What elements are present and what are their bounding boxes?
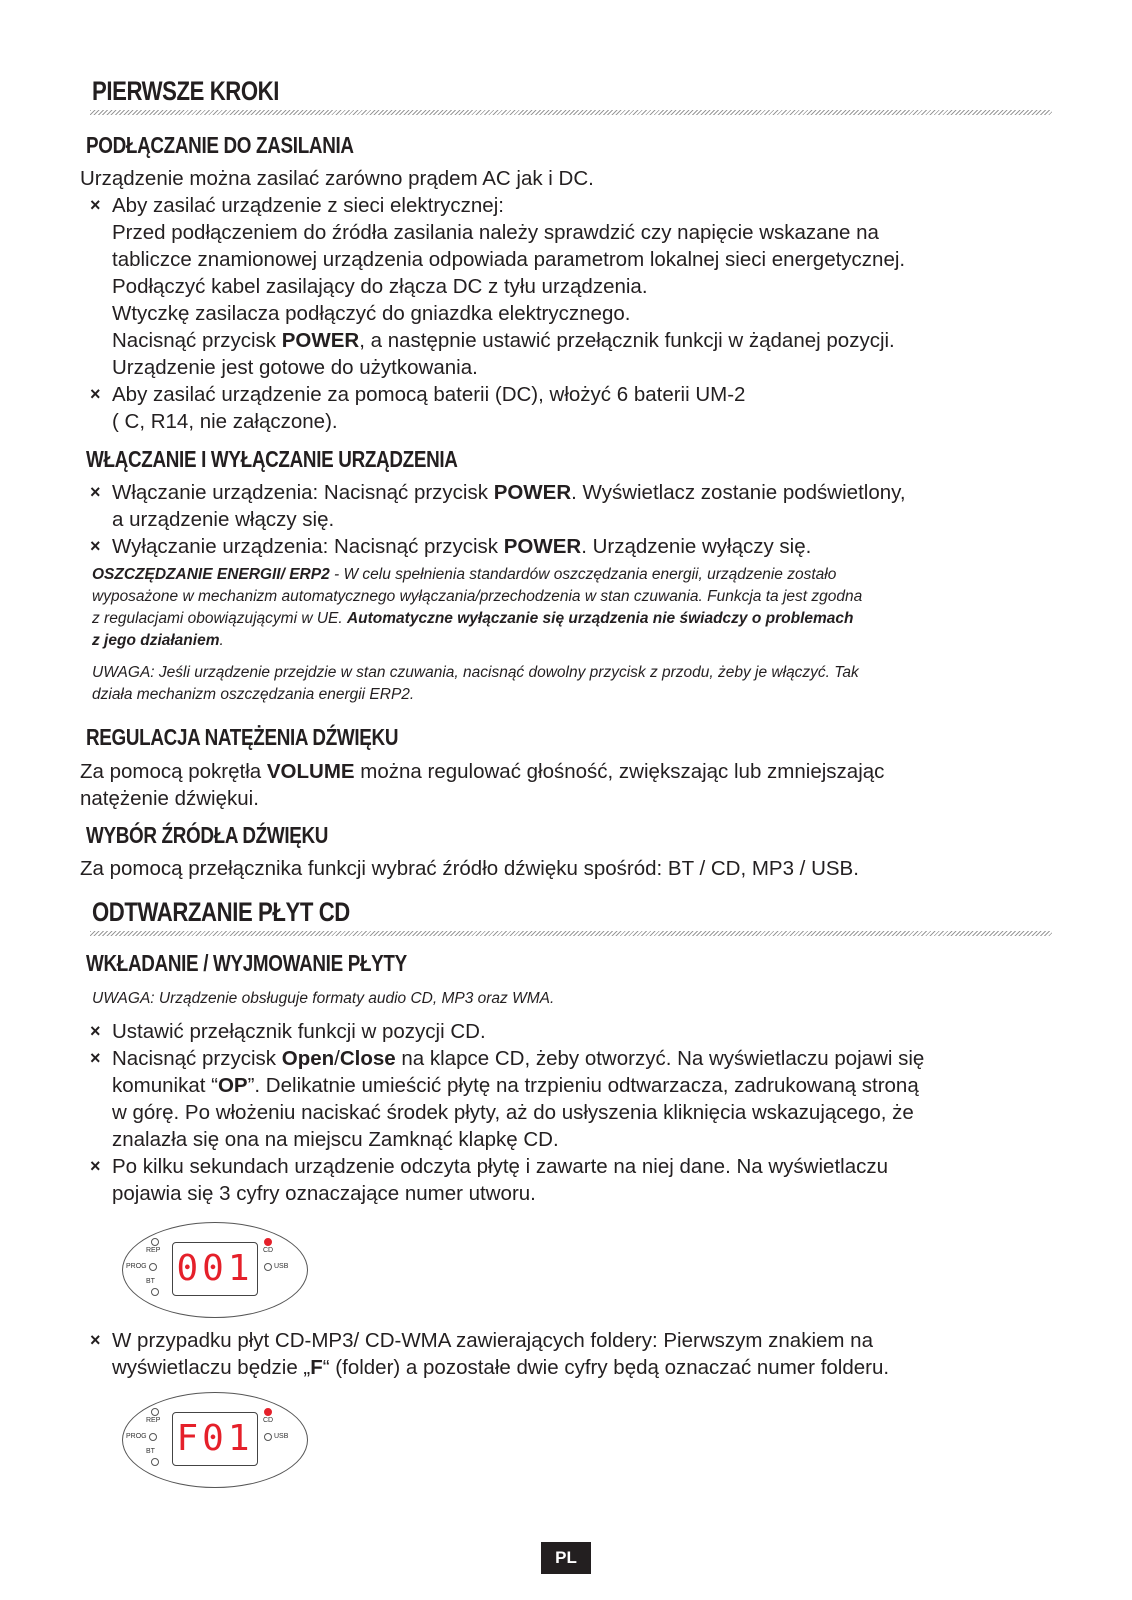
rep-label: REP xyxy=(146,1417,161,1424)
bt-label: BT xyxy=(146,1278,155,1285)
power-keyword: POWER xyxy=(281,329,360,352)
folder-keyword: F xyxy=(310,1356,323,1379)
bullet-icon: × xyxy=(90,195,101,215)
bt-label: BT xyxy=(146,1448,155,1455)
subsection-title-volume: REGULACJA NATĘŻENIA DŹWIĘKU xyxy=(86,724,399,750)
usb-label: USB xyxy=(274,1263,289,1270)
usb-indicator-icon xyxy=(264,1433,272,1441)
disc-bullet-2-line xyxy=(112,1045,924,1072)
usb-indicator-icon xyxy=(264,1263,272,1271)
onoff-bullet-2 xyxy=(112,533,811,560)
text-run: Za pomocą pokrętła xyxy=(80,760,267,783)
subsection-title-power: PODŁĄCZANIE DO ZASILANIA xyxy=(86,132,354,158)
cd-label: CD xyxy=(263,1417,274,1424)
op-keyword: OP xyxy=(217,1074,248,1097)
standby-note-line: działa mechanizm oszczędzania energii ERP2. xyxy=(92,686,415,703)
section-divider xyxy=(90,931,1052,936)
power-bullet-1-line: Wtyczkę zasilacza podłączyć do gniazdka elektrycznego. xyxy=(112,302,631,325)
power-keyword: POWER xyxy=(503,535,582,558)
close-keyword: Close xyxy=(339,1047,396,1070)
subsection-title-disc: WKŁADANIE / WYJMOWANIE PŁYTY xyxy=(86,950,407,976)
onoff-bullet-1 xyxy=(112,479,906,506)
prog-label: PROG xyxy=(126,1433,147,1440)
language-page-badge: PL xyxy=(541,1542,591,1574)
led-screen xyxy=(172,1412,258,1466)
text-run: Włączanie urządzenia: Nacisnąć przycisk xyxy=(112,481,494,504)
section-title-first-steps: PIERWSZE KROKI xyxy=(92,76,279,106)
text-run: komunikat “ xyxy=(112,1074,218,1097)
cd-indicator-icon xyxy=(264,1238,272,1246)
prog-indicator-icon xyxy=(149,1263,157,1271)
disc-bullet-4-line: W przypadku płyt CD-MP3/ CD-WMA zawierających foldery: Pierwszym znakiem na xyxy=(112,1329,873,1352)
disc-bullet-3-line: pojawia się 3 cyfry oznaczające numer utworu. xyxy=(112,1182,536,1205)
power-keyword: POWER xyxy=(493,481,572,504)
led-digits: F01 xyxy=(176,1418,254,1459)
erp-note-line xyxy=(92,564,836,586)
power-bullet-1-line: tabliczce znamionowej urządzenia odpowiada parametrom lokalnej sieci energetycznej. xyxy=(112,248,906,271)
erp-note-line: wyposażone w mechanizm automatycznego wyłączania/przechodzenia w stan czuwania. Funkcja ta jest zgodna xyxy=(92,588,863,605)
text-run: . Urządzenie wyłączy się. xyxy=(581,535,812,558)
text-run: / xyxy=(334,1047,340,1070)
text-run: . Wyświetlacz zostanie podświetlony, xyxy=(571,481,906,504)
text-run: wyświetlaczu będzie „ xyxy=(112,1356,311,1379)
power-bullet-1-line xyxy=(112,327,895,354)
subsection-title-source: WYBÓR ŹRÓDŁA DŹWIĘKU xyxy=(86,822,329,848)
disc-bullet-2-line: w górę. Po włożeniu naciskać środek płyty, aż do usłyszenia kliknięcia wskazującego, że xyxy=(112,1101,914,1124)
prog-indicator-icon xyxy=(149,1433,157,1441)
rep-indicator-icon xyxy=(151,1408,159,1416)
text-run: “ (folder) a pozostałe dwie cyfry będą oznaczać numer folderu. xyxy=(322,1356,890,1379)
bullet-icon: × xyxy=(90,1048,101,1068)
erp-emphasis: Automatyczne wyłączanie się urządzenia nie świadczy o problemach xyxy=(346,610,854,627)
prog-label: PROG xyxy=(126,1263,147,1270)
cd-label: CD xyxy=(263,1247,274,1254)
bullet-icon: × xyxy=(90,384,101,404)
display-illustration-track xyxy=(122,1222,308,1318)
volume-keyword: VOLUME xyxy=(266,760,355,783)
cd-indicator-icon xyxy=(264,1408,272,1416)
display-illustration-folder xyxy=(122,1392,308,1488)
onoff-bullet-1-line: a urządzenie włączy się. xyxy=(112,508,335,531)
text-run: ”. Delikatnie umieścić płytę na trzpieniu odtwarzacza, zadrukowaną stroną xyxy=(247,1074,919,1097)
power-bullet-1-line: Urządzenie jest gotowe do użytkowania. xyxy=(112,356,478,379)
led-digits: 001 xyxy=(176,1248,254,1289)
erp-heading: OSZCZĘDZANIE ENERGII/ ERP2 xyxy=(92,566,330,583)
bt-indicator-icon xyxy=(151,1288,159,1296)
power-bullet-2-line: ( C, R14, nie załączone). xyxy=(112,410,338,433)
volume-line xyxy=(80,758,884,785)
section-divider xyxy=(90,110,1052,115)
erp-emphasis: z jego działaniem xyxy=(92,632,220,649)
rep-indicator-icon xyxy=(151,1238,159,1246)
erp-note-line xyxy=(92,630,224,652)
bullet-icon: × xyxy=(90,1330,101,1350)
led-screen xyxy=(172,1242,258,1296)
section-title-cd: ODTWARZANIE PŁYT CD xyxy=(92,897,350,927)
bullet-icon: × xyxy=(90,1156,101,1176)
text-run: można regulować głośność, zwiększając lub zmniejszając xyxy=(354,760,885,783)
text-run: z regulacjami obowiązującymi w UE. xyxy=(92,610,347,627)
power-bullet-2-line: Aby zasilać urządzenie za pomocą baterii (DC), włożyć 6 baterii UM-2 xyxy=(112,383,746,406)
disc-bullet-2-line: znalazła się ona na miejscu Zamknąć klapkę CD. xyxy=(112,1128,559,1151)
usb-label: USB xyxy=(274,1433,289,1440)
disc-bullet-3-line: Po kilku sekundach urządzenie odczyta płytę i zawarte na niej dane. Na wyświetlaczu xyxy=(112,1155,888,1178)
bt-indicator-icon xyxy=(151,1458,159,1466)
text-run: Nacisnąć przycisk xyxy=(112,329,282,352)
disc-bullet-2-line xyxy=(112,1072,919,1099)
rep-label: REP xyxy=(146,1247,161,1254)
text-run: na klapce CD, żeby otworzyć. Na wyświetlaczu pojawi się xyxy=(395,1047,925,1070)
text-run: . xyxy=(219,632,224,649)
text-run: - W celu spełnienia standardów oszczędzania energii, urządzenie zostało xyxy=(329,566,837,583)
subsection-title-onoff: WŁĄCZANIE I WYŁĄCZANIE URZĄDZENIA xyxy=(86,446,458,472)
disc-format-note: UWAGA: Urządzenie obsługuje formaty audio CD, MP3 oraz WMA. xyxy=(92,990,555,1007)
text-run: Wyłączanie urządzenia: Nacisnąć przycisk xyxy=(112,535,504,558)
bullet-icon: × xyxy=(90,482,101,502)
power-bullet-1-line: Przed podłączeniem do źródła zasilania należy sprawdzić czy napięcie wskazane na xyxy=(112,221,879,244)
source-line: Za pomocą przełącznika funkcji wybrać źródło dźwięku spośród: BT / CD, MP3 / USB. xyxy=(80,857,859,880)
standby-note-line: UWAGA: Jeśli urządzenie przejdzie w stan czuwania, nacisnąć dowolny przycisk z przodu, żeby je włączyć. Tak xyxy=(92,664,859,681)
disc-bullet-4-line xyxy=(112,1354,889,1381)
erp-note-line xyxy=(92,608,853,630)
volume-line: natężenie dźwiękui. xyxy=(80,787,259,810)
bullet-icon: × xyxy=(90,1021,101,1041)
power-bullet-1-line: Podłączyć kabel zasilający do złącza DC z tyłu urządzenia. xyxy=(112,275,648,298)
disc-bullet-1: Ustawić przełącznik funkcji w pozycji CD. xyxy=(112,1020,486,1043)
open-keyword: Open xyxy=(281,1047,335,1070)
power-bullet-1-head: Aby zasilać urządzenie z sieci elektrycznej: xyxy=(112,194,504,217)
bullet-icon: × xyxy=(90,536,101,556)
text-run: , a następnie ustawić przełącznik funkcji w żądanej pozycji. xyxy=(359,329,895,352)
power-intro: Urządzenie można zasilać zarówno prądem AC jak i DC. xyxy=(80,167,594,190)
text-run: Nacisnąć przycisk xyxy=(112,1047,282,1070)
